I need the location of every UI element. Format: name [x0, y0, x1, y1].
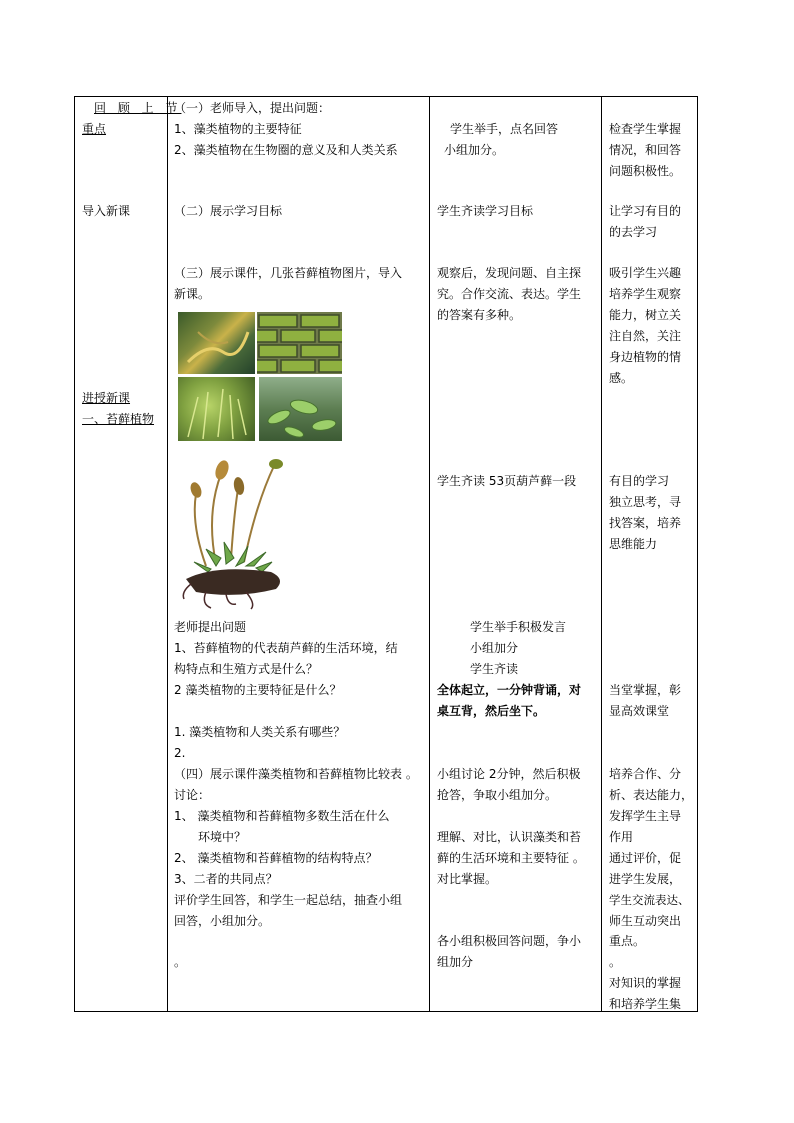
teacher-text: 新课。	[174, 287, 211, 301]
teacher-text: （一）老师导入，提出问题：	[174, 101, 331, 115]
intent-text: 检查学生掌握	[609, 122, 682, 136]
student-text: 对比掌握。	[437, 872, 498, 886]
intent-text: 发挥学生主导	[609, 809, 682, 823]
moss-photo-3	[178, 377, 255, 441]
student-text: 学生举手积极发言	[470, 620, 567, 634]
intent-text: 能力，树立关	[609, 308, 682, 322]
teacher-text: 环境中？	[198, 830, 247, 844]
stage-teach: 进授新课	[82, 391, 131, 405]
teacher-text: （三）展示课件，几张苔藓植物图片，导入	[174, 266, 403, 280]
student-text-bold: 全体起立，一分钟背诵，对	[437, 683, 582, 697]
intent-text: 独立思考，寻	[609, 495, 682, 509]
teacher-text: 1、 藻类植物和苔藓植物多数生活在什么	[174, 809, 390, 823]
student-text: 学生齐读	[470, 662, 519, 676]
intent-text: 学生交流表达、	[609, 893, 690, 907]
intent-text: 进学生发展，	[609, 872, 682, 886]
student-text: 理解、对比，认识藻类和苔	[437, 830, 582, 844]
student-text: 小组加分。	[444, 143, 505, 157]
student-text: 抢答，争取小组加分。	[437, 788, 558, 802]
teacher-text: （四）展示课件藻类植物和苔藓植物比较表 。	[174, 767, 418, 781]
teacher-text: 2.	[174, 746, 186, 760]
teacher-text: 1、藻类植物的主要特征	[174, 122, 302, 136]
intent-text: 重点。	[609, 934, 646, 948]
intent-text: 吸引学生兴趣	[609, 266, 682, 280]
section-title: 一、苔藓植物	[82, 412, 155, 426]
intent-text: 培养学生观察	[609, 287, 682, 301]
stage-review: 回 顾 上 节	[94, 101, 182, 115]
teacher-text: 3、二者的共同点？	[174, 872, 278, 886]
funaria-moss-illustration	[176, 454, 298, 610]
intent-text: 身边植物的情	[609, 350, 682, 364]
intent-text: 思维能力	[609, 537, 658, 551]
student-text-bold: 桌互背，然后坐下。	[437, 704, 546, 718]
intent-text: 当堂掌握，彰	[609, 683, 682, 697]
teacher-text: 构特点和生殖方式是什么？	[174, 662, 319, 676]
stage-intro: 导入新课	[82, 204, 131, 218]
student-text: 究。合作交流、表达。学生	[437, 287, 582, 301]
teacher-text: 1、苔藓植物的代表葫芦藓的生活环境，结	[174, 641, 398, 655]
moss-photo-2	[257, 312, 342, 374]
teacher-text: 。	[174, 955, 187, 969]
intent-text: 对知识的掌握	[609, 976, 682, 990]
intent-text: 析、表达能力，	[609, 788, 694, 802]
student-text: 藓的生活环境和主要特征 。	[437, 851, 585, 865]
teacher-text: 2、 藻类植物和苔藓植物的结构特点？	[174, 851, 378, 865]
column-divider	[167, 97, 168, 1011]
moss-photo-1	[178, 312, 255, 374]
intent-text: 找答案，培养	[609, 516, 682, 530]
intent-text: 和培养学生集	[609, 997, 682, 1011]
student-text: 观察后，发现问题、自主探	[437, 266, 582, 280]
stage-review-2: 重点	[82, 122, 107, 136]
intent-text: 让学习有目的	[609, 204, 682, 218]
intent-text: 注自然，关注	[609, 329, 682, 343]
teacher-text: 讨论：	[174, 788, 211, 802]
intent-text: 作用	[609, 830, 634, 844]
intent-text: 显高效课堂	[609, 704, 670, 718]
student-text: 学生齐读 53页葫芦藓一段	[437, 474, 577, 488]
intent-text: 师生互动突出	[609, 914, 682, 928]
intent-text: 的去学习	[609, 225, 658, 239]
teacher-text: （二）展示学习目标	[174, 204, 283, 218]
student-text: 小组讨论 2分钟，然后积极	[437, 767, 581, 781]
intent-text: 情况，和回答	[609, 143, 682, 157]
student-text: 学生举手，点名回答	[450, 122, 559, 136]
intent-text: 问题积极性。	[609, 164, 682, 178]
student-text: 的答案有多种。	[437, 308, 522, 322]
student-text: 小组加分	[470, 641, 519, 655]
column-divider	[429, 97, 430, 1011]
student-text: 组加分	[437, 955, 474, 969]
intent-text: 通过评价，促	[609, 851, 682, 865]
lesson-plan-table	[74, 96, 698, 1012]
teacher-text: 回答，小组加分。	[174, 914, 271, 928]
teacher-text: 2、藻类植物在生物圈的意义及和人类关系	[174, 143, 398, 157]
teacher-text: 老师提出问题	[174, 620, 247, 634]
teacher-text: 1. 藻类植物和人类关系有哪些？	[174, 725, 346, 739]
intent-text: 感。	[609, 371, 634, 385]
teacher-text: 评价学生回答，和学生一起总结，抽查小组	[174, 893, 403, 907]
column-divider	[601, 97, 602, 1011]
student-text: 学生齐读学习目标	[437, 204, 534, 218]
moss-photo-4	[259, 377, 342, 441]
student-text: 各小组积极回答问题，争小	[437, 934, 582, 948]
intent-text: 培养合作、分	[609, 767, 682, 781]
intent-text: 。	[609, 955, 622, 969]
intent-text: 有目的学习	[609, 474, 670, 488]
teacher-text: 2 藻类植物的主要特征是什么？	[174, 683, 342, 697]
